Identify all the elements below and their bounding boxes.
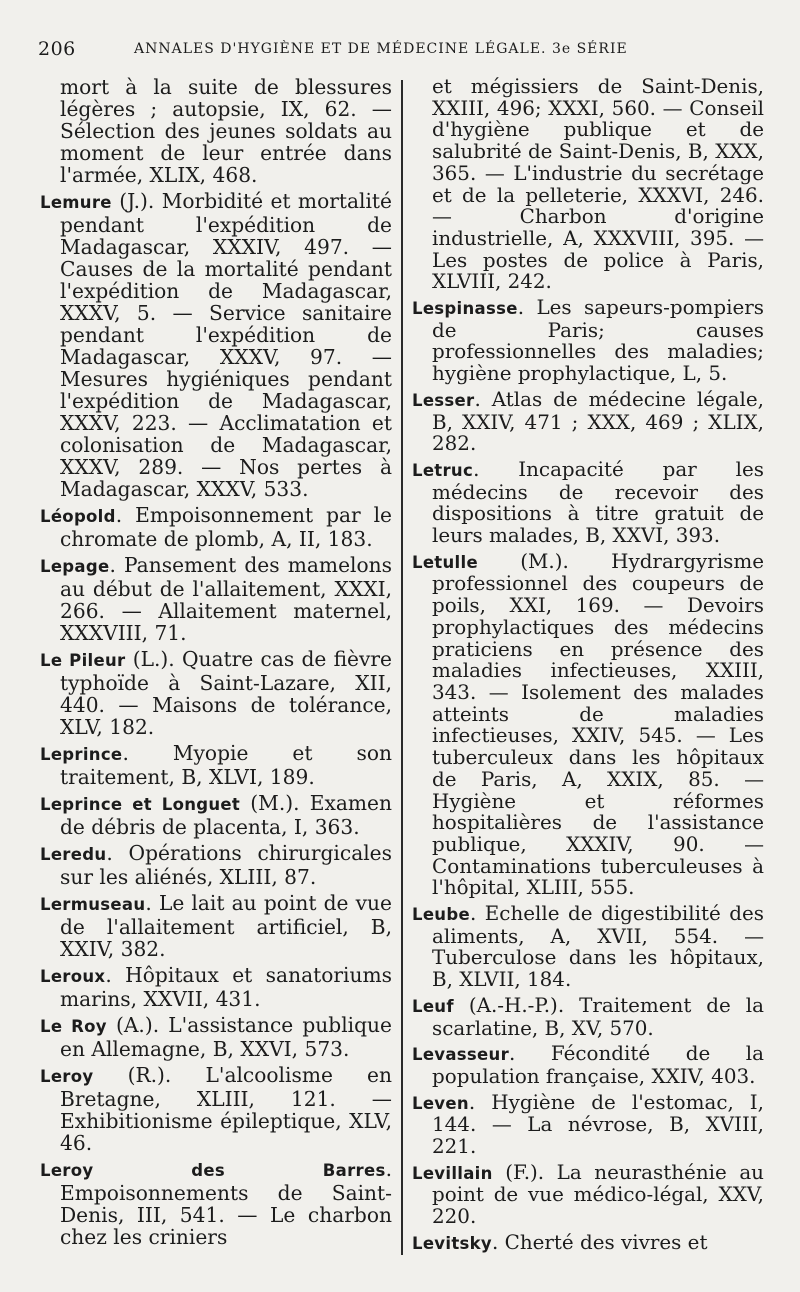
page-number: 206	[38, 38, 76, 60]
entry-text: . Atlas de médecine légale, B, XXIV, 471 ; XXX, 469 ; XLIX, 282.	[432, 387, 764, 456]
left-column	[40, 76, 392, 1271]
index-entry	[412, 903, 764, 991]
entry-text: . Les sapeurs-pompiers de Paris; causes professionnelles des maladies; hygiène prophylactique, L, 5.	[432, 296, 764, 386]
index-entry	[40, 554, 392, 644]
running-title: ANNALES D'HYGIÈNE ET DE MÉDECINE LÉGALE. 3e SÉRIE	[134, 41, 628, 57]
entry-text: . Opérations chirurgicales sur les aliénés, XLIII, 87.	[60, 841, 392, 889]
entry-text: . Hygiène de l'estomac, I, 144. — La névrose, B, XVIII, 221.	[432, 1090, 764, 1159]
index-entry	[412, 459, 764, 547]
page-header	[38, 38, 740, 64]
index-entry	[412, 551, 764, 899]
index-entry	[40, 190, 392, 500]
author-name: Leube	[412, 905, 470, 925]
author-name: Le Roy	[40, 1017, 107, 1036]
author-name: Leuf	[412, 996, 454, 1016]
index-entry	[40, 504, 392, 550]
entry-text: (R.). L'alcoolisme en Bretagne, XLIII, 121. — Exhibitionisme épileptique, XLV, 46.	[60, 1063, 392, 1155]
entry-text: . Hôpitaux et sanatoriums marins, XXVII, 431.	[60, 963, 392, 1011]
right-column	[412, 76, 764, 1271]
entry-text: . Myopie et son traitement, B, XLVI, 189.	[60, 741, 392, 789]
entry-text: . Cherté des vivres et	[491, 1230, 708, 1254]
entry-text: et mégissiers de Saint-Denis, XXIII, 496; XXXI, 560. — Conseil d'hygiène publique et de salubrité de Saint-Denis, B, XXX, 365. — L'industrie du secrétage et de la pelleterie, XXXVI, 246. — Charbon d'origine industrielle, A, XXXVIII, 395. — Les postes de police à Paris, XLVIII, 242.	[432, 75, 764, 294]
index-entry	[412, 76, 764, 293]
index-entry	[412, 1092, 764, 1158]
index-entry	[412, 297, 764, 385]
entry-text: (J.). Morbidité et mortalité pendant l'expédition de Madagascar, XXXIV, 497. — Causes de la mortalité pendant l'expédition de Madagascar, XXXV, 5. — Service sanitaire pendant l'expédition de Madagascar, XXXV, 97. — Mesures hygiéniques pendant l'expédition de Madagascar, XXXV, 223. — Acclimatation et colonisation de Madagascar, XXXV, 289. — Nos pertes à Madagascar, XXXV, 533.	[60, 189, 392, 501]
index-entry	[412, 1043, 764, 1087]
author-name: Lesser	[412, 390, 475, 410]
entry-text: . Echelle de digestibilité des aliments, A, XVII, 554. — Tuberculose dans les hôpitaux, B, XLVII, 184.	[432, 902, 764, 992]
entry-text: (A.-H.-P.). Traitement de la scarlatine, B, XV, 570.	[432, 993, 764, 1040]
entry-text: . Incapacité par les médecins de recevoir des dispositions à titre gratuit de leurs malades, B, XXVI, 393.	[432, 457, 764, 548]
author-name: Leven	[412, 1093, 469, 1113]
index-entry	[40, 842, 392, 888]
index-entry	[412, 1162, 764, 1228]
author-name: Lemure	[40, 193, 112, 212]
column-divider	[401, 80, 403, 1255]
index-entry	[40, 648, 392, 738]
author-name: Leroux	[40, 967, 106, 986]
author-name: Leroy	[40, 1067, 94, 1086]
author-name: Léopold	[40, 507, 116, 526]
index-entry	[40, 1064, 392, 1154]
index-entry	[412, 389, 764, 455]
author-name: Levitsky	[412, 1233, 492, 1253]
entry-text: (L.). Quatre cas de fièvre typhoïde à Saint-Lazare, XII, 440. — Maisons de tolérance, XLV, 182.	[60, 647, 392, 739]
entry-text: (M.). Examen de débris de placenta, I, 363.	[60, 791, 392, 839]
author-name: Lespinasse	[412, 299, 518, 319]
author-name: Lermuseau	[40, 895, 146, 914]
entry-text: (F.). La neurasthénie au point de vue médico-légal, XXV, 220.	[432, 1160, 764, 1229]
index-entry	[412, 995, 764, 1039]
entry-text: . Le lait au point de vue de l'allaitement artificiel, B, XXIV, 382.	[60, 891, 392, 961]
index-entry	[40, 742, 392, 788]
index-entry	[40, 76, 392, 186]
entry-text: (A.). L'assistance publique en Allemagne, B, XXVI, 573.	[60, 1013, 393, 1061]
index-entry	[40, 1014, 392, 1060]
index-entry	[40, 892, 392, 960]
author-name: Leredu	[40, 845, 107, 864]
index-entry	[40, 792, 392, 838]
entry-text: . Fécondité de la population française, XXIV, 403.	[432, 1042, 764, 1088]
author-name: Le Pileur	[40, 651, 126, 670]
entry-text: mort à la suite de blessures légères ; autopsie, IX, 62. — Sélection des jeunes soldats au moment de leur entrée dans l'armée, XLIX, 468.	[60, 75, 392, 187]
entry-text: . Pansement des mamelons au début de l'allaitement, XXXI, 266. — Allaitement maternel, XXXVIII, 71.	[60, 553, 392, 645]
author-name: Letulle	[412, 552, 478, 572]
index-entry	[40, 964, 392, 1010]
author-name: Leprince	[40, 745, 123, 764]
author-name: Leprince et Longuet	[40, 795, 241, 814]
entry-text: . Empoisonnements de Saint-Denis, III, 541. — Le charbon chez les criniers	[60, 1157, 392, 1249]
entry-text: . Empoisonnement par le chromate de plomb, A, II, 183.	[60, 503, 392, 551]
author-name: Lepage	[40, 557, 110, 576]
author-name: Leroy des Barres	[40, 1161, 386, 1180]
author-name: Levasseur	[412, 1045, 510, 1065]
author-name: Levillain	[412, 1163, 493, 1183]
entry-text: (M.). Hydrargyrisme professionnel des coupeurs de poils, XXI, 169. — Devoirs prophylactiques des médecins praticiens en présence des maladies infectieuses, XXIII, 343. — Isolement des malades atteints de maladies infectieuses, XXIV, 545. — Les tuberculeux dans les hôpitaux de Paris, A, XXIX, 85. — Hygiène et réformes hospitalières de l'assistance publique, XXXIV, 90. — Contaminations tuberculeuses à l'hôpital, XLIII, 555.	[432, 549, 764, 900]
author-name: Letruc	[412, 460, 474, 480]
index-entry	[40, 1158, 392, 1248]
index-entry	[412, 1232, 764, 1255]
